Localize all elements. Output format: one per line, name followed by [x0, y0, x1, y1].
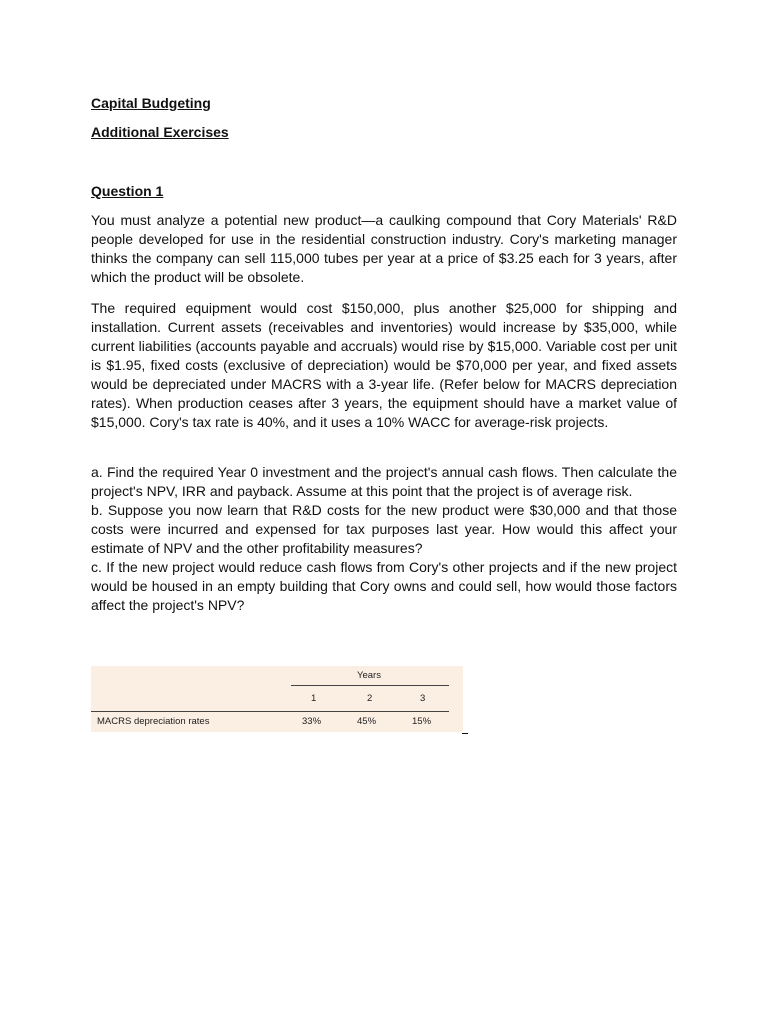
- exercise-parts: [0, 463, 768, 615]
- table-cell-rate-1: 33%: [302, 716, 322, 727]
- document-title: Capital Budgeting: [91, 95, 211, 111]
- table-column-rule: [91, 711, 449, 712]
- table-year-header-1: 1: [311, 693, 317, 704]
- table-row-label: MACRS depreciation rates: [97, 716, 210, 727]
- part-c-paragraph: c. If the new project would reduce cash flows from Cory's other projects and if the new project would be housed in an empty building that Cory owns and could sell, how would those factors affect the project's NPV?: [91, 559, 677, 613]
- table-year-header-3: 3: [420, 693, 426, 704]
- question-heading: Question 1: [91, 183, 164, 199]
- table-cell-rate-2: 45%: [357, 716, 377, 727]
- macrs-depreciation-table: [91, 666, 463, 732]
- table-cell-rate-3: 15%: [412, 716, 432, 727]
- table-group-header: Years: [357, 670, 381, 681]
- details-paragraph: The required equipment would cost $150,000, plus another $25,000 for shipping and installation. Current assets (receivables and inventories) would increase by $35,000, while current liabilities (accounts payable and accruals) would rise by $15,000. Variable cost per unit is $1.95, fixed costs (exclusive of depreciation) would be $70,000 per year, and fixed assets would be depreciated under MACRS with a 3-year life. (Refer below for MACRS depreciation rates). When production ceases after 3 years, the equipment should have a market value of $15,000. Cory's tax rate is 40%, and it uses a 10% WACC for average-risk projects.: [91, 300, 677, 430]
- intro-paragraph: You must analyze a potential new product—a caulking compound that Cory Materials' R&D people developed for use in the residential construction industry. Cory's marketing manager thinks the company can sell 115,000 tubes per year at a price of $3.25 each for 3 years, after which the product will be obsolete.: [91, 212, 677, 285]
- document-subtitle: Additional Exercises: [91, 124, 229, 140]
- part-b-paragraph: b. Suppose you now learn that R&D costs for the new product were $30,000 and that those costs were incurred and expensed for tax purposes last year. How would this affect your estimate of NPV and the other profitability measures?: [91, 502, 677, 556]
- part-a-paragraph: a. Find the required Year 0 investment and the project's annual cash flows. Then calculate the project's NPV, IRR and payback. Assume at this point that the project is of average risk.: [91, 464, 677, 499]
- trailing-dash: [462, 733, 468, 734]
- table-year-header-2: 2: [367, 693, 373, 704]
- table-header-rule: [291, 685, 449, 686]
